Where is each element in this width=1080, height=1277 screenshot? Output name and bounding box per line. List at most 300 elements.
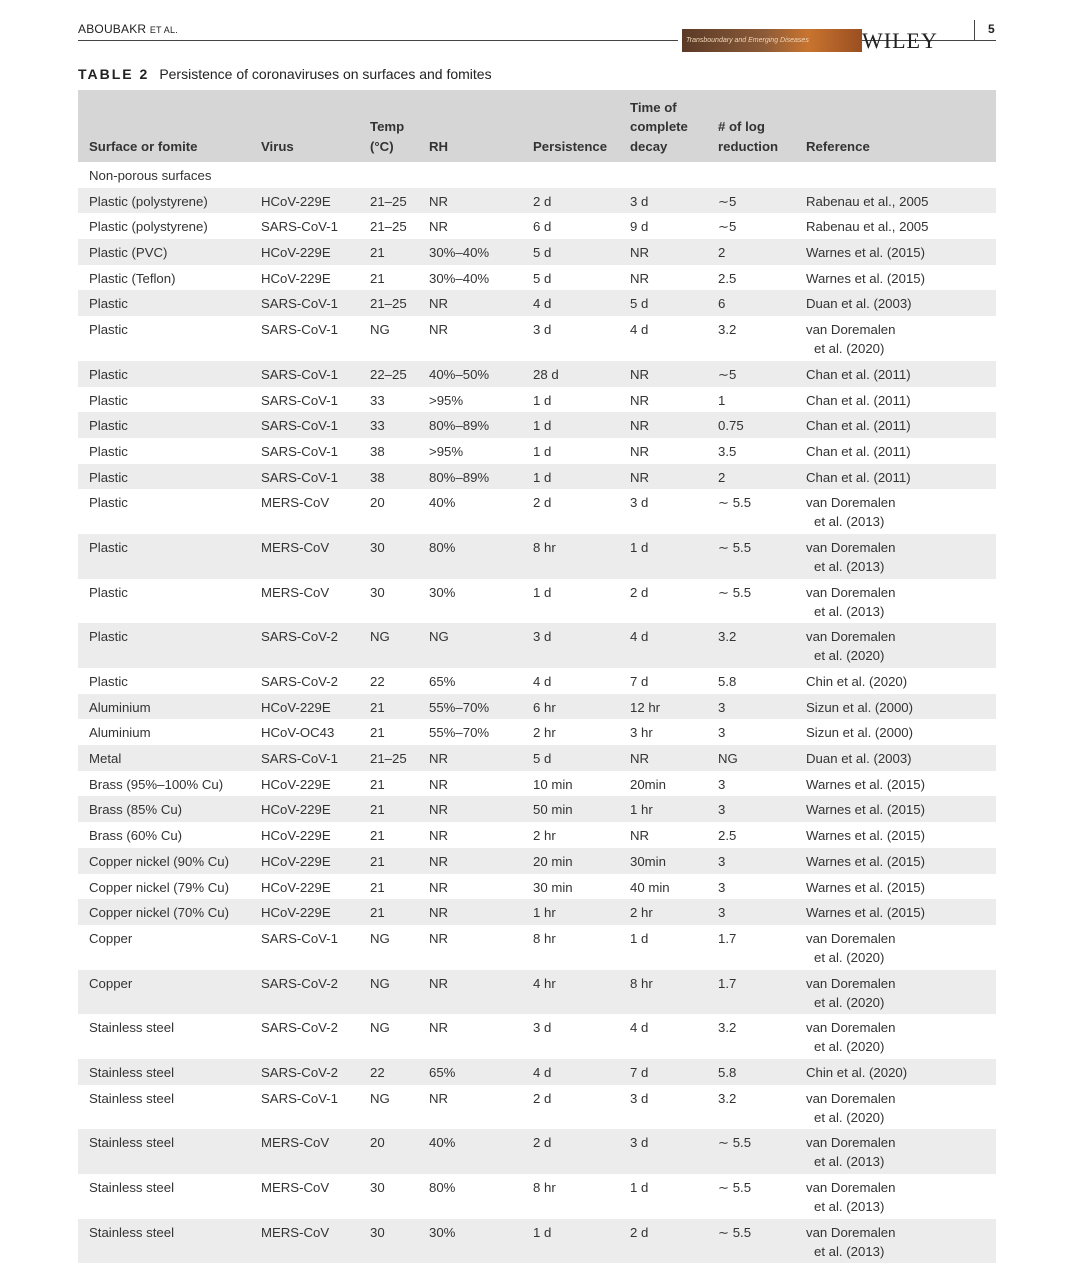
cell-decay: 3 d: [630, 495, 649, 511]
cell-temp: 21: [370, 853, 385, 869]
cell-rh: 80%–89%: [429, 469, 490, 485]
cell-rh: 30%: [429, 1224, 456, 1240]
cell-persistence: 1 d: [533, 469, 552, 485]
cell-surface: Stainless steel: [89, 1090, 175, 1106]
cell-log-reduction: ∼5: [718, 219, 737, 235]
cell-virus: SARS-CoV-1: [261, 751, 338, 767]
cell-surface: Plastic: [89, 443, 128, 459]
cell-persistence: 1 d: [533, 584, 552, 600]
cell-surface: Plastic: [89, 469, 128, 485]
cell-log-reduction: 0.75: [718, 418, 744, 434]
cell-rh: NR: [429, 751, 449, 767]
cell-surface: Plastic: [89, 495, 128, 511]
cell-rh: NR: [429, 802, 449, 818]
cell-virus: SARS-CoV-2: [261, 629, 338, 645]
cell-persistence: 3 d: [533, 629, 552, 645]
cell-rh: NR: [429, 975, 449, 991]
cell-surface: Brass (60% Cu): [89, 828, 183, 844]
col-surface: Surface or fomite: [89, 138, 198, 154]
cell-surface: Stainless steel: [89, 1135, 175, 1151]
table-row: [78, 745, 996, 771]
section-label: Non-porous surfaces: [89, 168, 212, 183]
cell-decay: 30min: [630, 853, 666, 869]
cell-persistence: 5 d: [533, 245, 552, 261]
reference-line: van Doremalen: [806, 495, 896, 511]
cell-decay: 3 d: [630, 1090, 649, 1106]
cell-reference: [806, 1174, 996, 1219]
cell-surface: Plastic: [89, 584, 128, 600]
cell-persistence: 2 hr: [533, 725, 556, 741]
cell-rh: NR: [429, 1090, 449, 1106]
cell-surface: Plastic (PVC): [89, 245, 168, 261]
cell-rh: NR: [429, 776, 449, 792]
cell-reference: [806, 1085, 996, 1130]
cell-persistence: 20 min: [533, 853, 573, 869]
cell-rh: 80%: [429, 1180, 456, 1195]
cell-surface: Plastic (polystyrene): [89, 193, 208, 209]
table-row: [78, 1014, 996, 1059]
reference-line: et al. (2020): [814, 949, 885, 965]
cell-persistence: 4 d: [533, 296, 552, 312]
journal-banner: Transboundary and Emerging Diseases: [682, 29, 862, 52]
cell-virus: SARS-CoV-1: [261, 469, 338, 485]
section-row: [78, 162, 996, 188]
cell-reference: Sizun et al. (2000): [806, 725, 914, 741]
cell-log-reduction: NG: [718, 751, 738, 767]
cell-log-reduction: 2: [718, 469, 726, 485]
table-row: [78, 719, 996, 745]
cell-reference: Sizun et al. (2000): [806, 699, 914, 715]
cell-virus: HCoV-229E: [261, 776, 331, 792]
persistence-table: [78, 90, 996, 1263]
cell-reference: [806, 1129, 996, 1174]
reference-line: van Doremalen: [806, 1180, 896, 1195]
reference-line: van Doremalen: [806, 539, 896, 555]
cell-persistence: 4 d: [533, 674, 552, 689]
cell-temp: NG: [370, 930, 390, 946]
cell-persistence: 50 min: [533, 802, 573, 818]
cell-temp: 30: [370, 584, 385, 600]
cell-surface: Plastic: [89, 392, 128, 408]
reference-line: van Doremalen: [806, 1224, 896, 1240]
cell-virus: MERS-CoV: [261, 1180, 330, 1195]
cell-temp: 21: [370, 828, 385, 844]
cell-virus: HCoV-229E: [261, 270, 331, 286]
cell-rh: 40%: [429, 495, 456, 511]
cell-decay: NR: [630, 245, 650, 261]
cell-surface: Copper nickel (70% Cu): [89, 905, 229, 921]
cell-decay: NR: [630, 392, 650, 408]
cell-log-reduction: 3.2: [718, 1090, 737, 1106]
cell-log-reduction: 3: [718, 853, 726, 869]
cell-temp: 21: [370, 725, 385, 741]
reference-line: et al. (2013): [814, 1199, 885, 1214]
cell-surface: Stainless steel: [89, 1064, 175, 1080]
cell-decay: NR: [630, 828, 650, 844]
cell-log-reduction: 6: [718, 296, 726, 312]
cell-log-reduction: ∼ 5.5: [718, 1224, 752, 1240]
cell-surface: Plastic (Teflon): [89, 270, 176, 286]
cell-reference: [806, 1014, 996, 1059]
cell-virus: SARS-CoV-2: [261, 674, 338, 689]
cell-decay: 4 d: [630, 1020, 649, 1036]
table-row: [78, 361, 996, 387]
cell-persistence: 6 hr: [533, 699, 556, 715]
cell-temp: 21: [370, 776, 385, 792]
table-row: [78, 1059, 996, 1085]
cell-virus: SARS-CoV-2: [261, 975, 338, 991]
table-row: [78, 534, 996, 579]
cell-log-reduction: 1.7: [718, 975, 737, 991]
cell-virus: SARS-CoV-1: [261, 322, 338, 338]
cell-log-reduction: ∼ 5.5: [718, 495, 752, 511]
cell-virus: SARS-CoV-1: [261, 366, 338, 382]
author-suffix: ET AL.: [149, 25, 178, 35]
cell-persistence: 6 d: [533, 219, 552, 235]
cell-surface: Plastic: [89, 418, 128, 434]
reference-line: et al. (2013): [814, 514, 885, 530]
cell-rh: 40%–50%: [429, 366, 490, 382]
cell-virus: SARS-CoV-1: [261, 1090, 338, 1106]
cell-decay: 7 d: [630, 674, 649, 689]
table-row: [78, 694, 996, 720]
reference-line: van Doremalen: [806, 1135, 896, 1151]
cell-surface: Stainless steel: [89, 1020, 175, 1036]
cell-rh: NR: [429, 322, 449, 338]
cell-virus: MERS-CoV: [261, 539, 330, 555]
cell-temp: 38: [370, 469, 385, 485]
cell-temp: 21: [370, 879, 385, 895]
cell-decay: 3 d: [630, 1135, 649, 1151]
cell-temp: 30: [370, 539, 385, 555]
cell-temp: NG: [370, 322, 390, 338]
cell-surface: Brass (95%–100% Cu): [89, 776, 224, 792]
cell-reference: Rabenau et al., 2005: [806, 219, 929, 235]
cell-surface: Plastic: [89, 539, 128, 555]
page-divider: [974, 20, 975, 40]
publisher-logo: WILEY: [862, 28, 938, 53]
cell-persistence: 8 hr: [533, 1180, 556, 1195]
cell-rh: NR: [429, 1020, 449, 1036]
cell-persistence: 28 d: [533, 366, 559, 382]
cell-rh: 65%: [429, 1064, 456, 1080]
cell-virus: HCoV-OC43: [261, 725, 335, 741]
table-row: [78, 925, 996, 970]
cell-log-reduction: ∼5: [718, 193, 737, 209]
cell-log-reduction: 3: [718, 725, 726, 741]
cell-virus: MERS-CoV: [261, 1135, 330, 1151]
col-reference: Reference: [806, 138, 870, 154]
cell-reference: [806, 925, 996, 970]
cell-reference: [806, 489, 996, 534]
table-row: [78, 579, 996, 624]
cell-virus: SARS-CoV-1: [261, 296, 338, 312]
cell-decay: 1 d: [630, 930, 649, 946]
cell-reference: Rabenau et al., 2005: [806, 193, 929, 209]
cell-virus: SARS-CoV-1: [261, 219, 338, 235]
cell-decay: NR: [630, 418, 650, 434]
cell-surface: Metal: [89, 751, 122, 767]
table-row: [78, 970, 996, 1015]
col-rh: RH: [429, 138, 449, 154]
col-temp: Temp (°C): [370, 119, 405, 154]
cell-reference: Chan et al. (2011): [806, 366, 911, 382]
cell-decay: 9 d: [630, 219, 649, 235]
cell-reference: [806, 316, 996, 361]
cell-surface: Plastic: [89, 629, 128, 645]
col-log-reduction: # of log reduction: [718, 119, 779, 154]
cell-surface: Copper: [89, 975, 133, 991]
cell-rh: 55%–70%: [429, 699, 490, 715]
running-head: [78, 22, 178, 36]
cell-log-reduction: 1.7: [718, 930, 737, 946]
cell-decay: NR: [630, 751, 650, 767]
cell-rh: 80%: [429, 539, 456, 555]
table-row: [78, 290, 996, 316]
table-row: [78, 848, 996, 874]
cell-reference: Chan et al. (2011): [806, 418, 911, 434]
cell-persistence: 8 hr: [533, 539, 556, 555]
cell-rh: NR: [429, 296, 449, 312]
cell-virus: SARS-CoV-2: [261, 1020, 338, 1036]
cell-decay: 4 d: [630, 629, 649, 645]
cell-virus: SARS-CoV-1: [261, 443, 338, 459]
cell-rh: >95%: [429, 443, 464, 459]
cell-persistence: 5 d: [533, 270, 552, 286]
table-row: [78, 1129, 996, 1174]
cell-virus: HCoV-229E: [261, 699, 331, 715]
cell-log-reduction: 2: [718, 245, 726, 261]
cell-reference: Warnes et al. (2015): [806, 776, 925, 792]
cell-virus: SARS-CoV-1: [261, 930, 338, 946]
cell-rh: >95%: [429, 392, 464, 408]
cell-temp: 22–25: [370, 366, 407, 382]
reference-line: van Doremalen: [806, 930, 896, 946]
cell-surface: Copper nickel (90% Cu): [89, 853, 229, 869]
cell-log-reduction: 3: [718, 776, 726, 792]
col-persistence: Persistence: [533, 138, 608, 154]
cell-persistence: 2 d: [533, 1135, 552, 1151]
cell-persistence: 2 d: [533, 1090, 552, 1106]
cell-surface: Plastic: [89, 674, 128, 689]
cell-decay: 1 d: [630, 539, 649, 555]
cell-temp: 20: [370, 1135, 385, 1151]
cell-persistence: 2 d: [533, 193, 552, 209]
cell-log-reduction: 2.5: [718, 828, 737, 844]
author-name: ABOUBAKR: [78, 22, 147, 36]
cell-rh: NR: [429, 930, 449, 946]
table-title: Persistence of coronaviruses on surfaces and fomites: [159, 66, 492, 82]
cell-reference: Chin et al. (2020): [806, 1064, 908, 1080]
reference-line: et al. (2020): [814, 1109, 885, 1125]
table-row: [78, 316, 996, 361]
cell-temp: 30: [370, 1180, 385, 1195]
cell-surface: Plastic: [89, 322, 128, 338]
cell-persistence: 1 d: [533, 418, 552, 434]
cell-virus: HCoV-229E: [261, 828, 331, 844]
reference-line: van Doremalen: [806, 322, 896, 338]
table-row: [78, 623, 996, 668]
cell-virus: HCoV-229E: [261, 193, 331, 209]
cell-persistence: 1 d: [533, 392, 552, 408]
cell-decay: 7 d: [630, 1064, 649, 1080]
cell-persistence: 4 d: [533, 1064, 552, 1080]
table-row: [78, 489, 996, 534]
reference-line: et al. (2013): [814, 603, 885, 619]
cell-reference: Warnes et al. (2015): [806, 905, 925, 921]
cell-log-reduction: 2.5: [718, 270, 737, 286]
cell-reference: Chan et al. (2011): [806, 392, 911, 408]
cell-temp: 30: [370, 1224, 385, 1240]
cell-persistence: 4 hr: [533, 975, 556, 991]
cell-log-reduction: ∼ 5.5: [718, 1135, 752, 1151]
table-row: [78, 1174, 996, 1219]
reference-line: et al. (2020): [814, 994, 885, 1010]
reference-line: van Doremalen: [806, 1020, 896, 1036]
cell-rh: NR: [429, 905, 449, 921]
col-decay: Time of complete decay: [630, 99, 688, 154]
cell-log-reduction: 3: [718, 905, 726, 921]
cell-decay: 2 d: [630, 1224, 649, 1240]
cell-rh: NR: [429, 853, 449, 869]
cell-reference: Duan et al. (2003): [806, 751, 912, 767]
cell-decay: 8 hr: [630, 975, 653, 991]
reference-line: van Doremalen: [806, 1090, 896, 1106]
cell-log-reduction: 3.2: [718, 1020, 737, 1036]
cell-log-reduction: ∼ 5.5: [718, 1180, 752, 1195]
cell-log-reduction: 3.2: [718, 629, 737, 645]
cell-log-reduction: ∼ 5.5: [718, 539, 752, 555]
cell-persistence: 1 d: [533, 1224, 552, 1240]
cell-reference: Duan et al. (2003): [806, 296, 912, 312]
cell-temp: 22: [370, 674, 385, 689]
cell-rh: 30%–40%: [429, 245, 490, 261]
cell-temp: 38: [370, 443, 385, 459]
cell-surface: Copper nickel (79% Cu): [89, 879, 229, 895]
reference-line: et al. (2013): [814, 1243, 885, 1259]
table-header-row: [78, 90, 996, 162]
cell-persistence: 5 d: [533, 751, 552, 767]
cell-decay: 2 d: [630, 584, 649, 600]
cell-log-reduction: 3: [718, 879, 726, 895]
table-row: [78, 239, 996, 265]
cell-log-reduction: 5.8: [718, 1064, 737, 1080]
cell-persistence: 2 hr: [533, 828, 556, 844]
table-row: [78, 213, 996, 239]
cell-temp: 33: [370, 418, 385, 434]
cell-surface: Aluminium: [89, 725, 151, 741]
cell-surface: Plastic (polystyrene): [89, 219, 208, 235]
table-row: [78, 188, 996, 214]
cell-decay: NR: [630, 270, 650, 286]
cell-log-reduction: 3: [718, 802, 726, 818]
reference-line: et al. (2020): [814, 1039, 885, 1055]
cell-decay: 3 d: [630, 193, 649, 209]
cell-decay: 3 hr: [630, 725, 653, 741]
cell-temp: 21–25: [370, 296, 407, 312]
cell-decay: 2 hr: [630, 905, 653, 921]
cell-virus: HCoV-229E: [261, 853, 331, 869]
cell-reference: Warnes et al. (2015): [806, 802, 925, 818]
cell-reference: Warnes et al. (2015): [806, 828, 925, 844]
cell-reference: Chan et al. (2011): [806, 469, 911, 485]
table-row: [78, 1219, 996, 1264]
cell-rh: 30%–40%: [429, 270, 490, 286]
cell-decay: 40 min: [630, 879, 670, 895]
col-virus: Virus: [261, 138, 294, 154]
cell-temp: 21: [370, 699, 385, 715]
cell-decay: 12 hr: [630, 699, 661, 715]
table-row: [78, 822, 996, 848]
cell-temp: 21–25: [370, 751, 407, 767]
table-row: [78, 874, 996, 900]
cell-log-reduction: 1: [718, 392, 726, 408]
cell-decay: NR: [630, 366, 650, 382]
cell-temp: 21–25: [370, 219, 407, 235]
table-row: [78, 668, 996, 694]
cell-surface: Stainless steel: [89, 1180, 175, 1195]
cell-persistence: 2 d: [533, 495, 552, 511]
cell-reference: Chan et al. (2011): [806, 443, 911, 459]
cell-log-reduction: ∼5: [718, 366, 737, 382]
cell-log-reduction: 5.8: [718, 674, 737, 689]
cell-temp: 20: [370, 495, 385, 511]
cell-reference: Warnes et al. (2015): [806, 879, 925, 895]
cell-surface: Plastic: [89, 366, 128, 382]
cell-rh: 55%–70%: [429, 725, 490, 741]
cell-temp: NG: [370, 629, 390, 645]
cell-decay: 5 d: [630, 296, 649, 312]
header-rule: [78, 40, 678, 41]
cell-log-reduction: 3: [718, 699, 726, 715]
reference-line: et al. (2020): [814, 648, 885, 664]
table-caption: [78, 66, 492, 82]
cell-decay: 4 d: [630, 322, 649, 338]
cell-temp: 21: [370, 905, 385, 921]
cell-temp: 21: [370, 245, 385, 261]
cell-persistence: 8 hr: [533, 930, 556, 946]
reference-line: et al. (2013): [814, 558, 885, 574]
cell-rh: 80%–89%: [429, 418, 490, 434]
cell-persistence: 10 min: [533, 776, 573, 792]
cell-surface: Stainless steel: [89, 1224, 175, 1240]
cell-rh: NR: [429, 879, 449, 895]
cell-virus: HCoV-229E: [261, 905, 331, 921]
cell-virus: HCoV-229E: [261, 879, 331, 895]
table-row: [78, 796, 996, 822]
cell-virus: SARS-CoV-1: [261, 418, 338, 434]
cell-reference: [806, 970, 996, 1015]
cell-temp: 22: [370, 1064, 385, 1080]
cell-decay: 1 hr: [630, 802, 653, 818]
cell-surface: Copper: [89, 930, 133, 946]
cell-decay: 1 d: [630, 1180, 649, 1195]
cell-reference: [806, 623, 996, 668]
table-row: [78, 899, 996, 925]
cell-reference: [806, 534, 996, 579]
cell-reference: [806, 1219, 996, 1264]
cell-persistence: 3 d: [533, 1020, 552, 1036]
cell-persistence: 1 d: [533, 443, 552, 459]
cell-virus: HCoV-229E: [261, 802, 331, 818]
cell-rh: 30%: [429, 584, 456, 600]
cell-surface: Brass (85% Cu): [89, 802, 183, 818]
cell-temp: NG: [370, 1090, 390, 1106]
cell-rh: 65%: [429, 674, 456, 689]
cell-virus: SARS-CoV-1: [261, 392, 338, 408]
cell-surface: Plastic: [89, 296, 128, 312]
cell-persistence: 3 d: [533, 322, 552, 338]
